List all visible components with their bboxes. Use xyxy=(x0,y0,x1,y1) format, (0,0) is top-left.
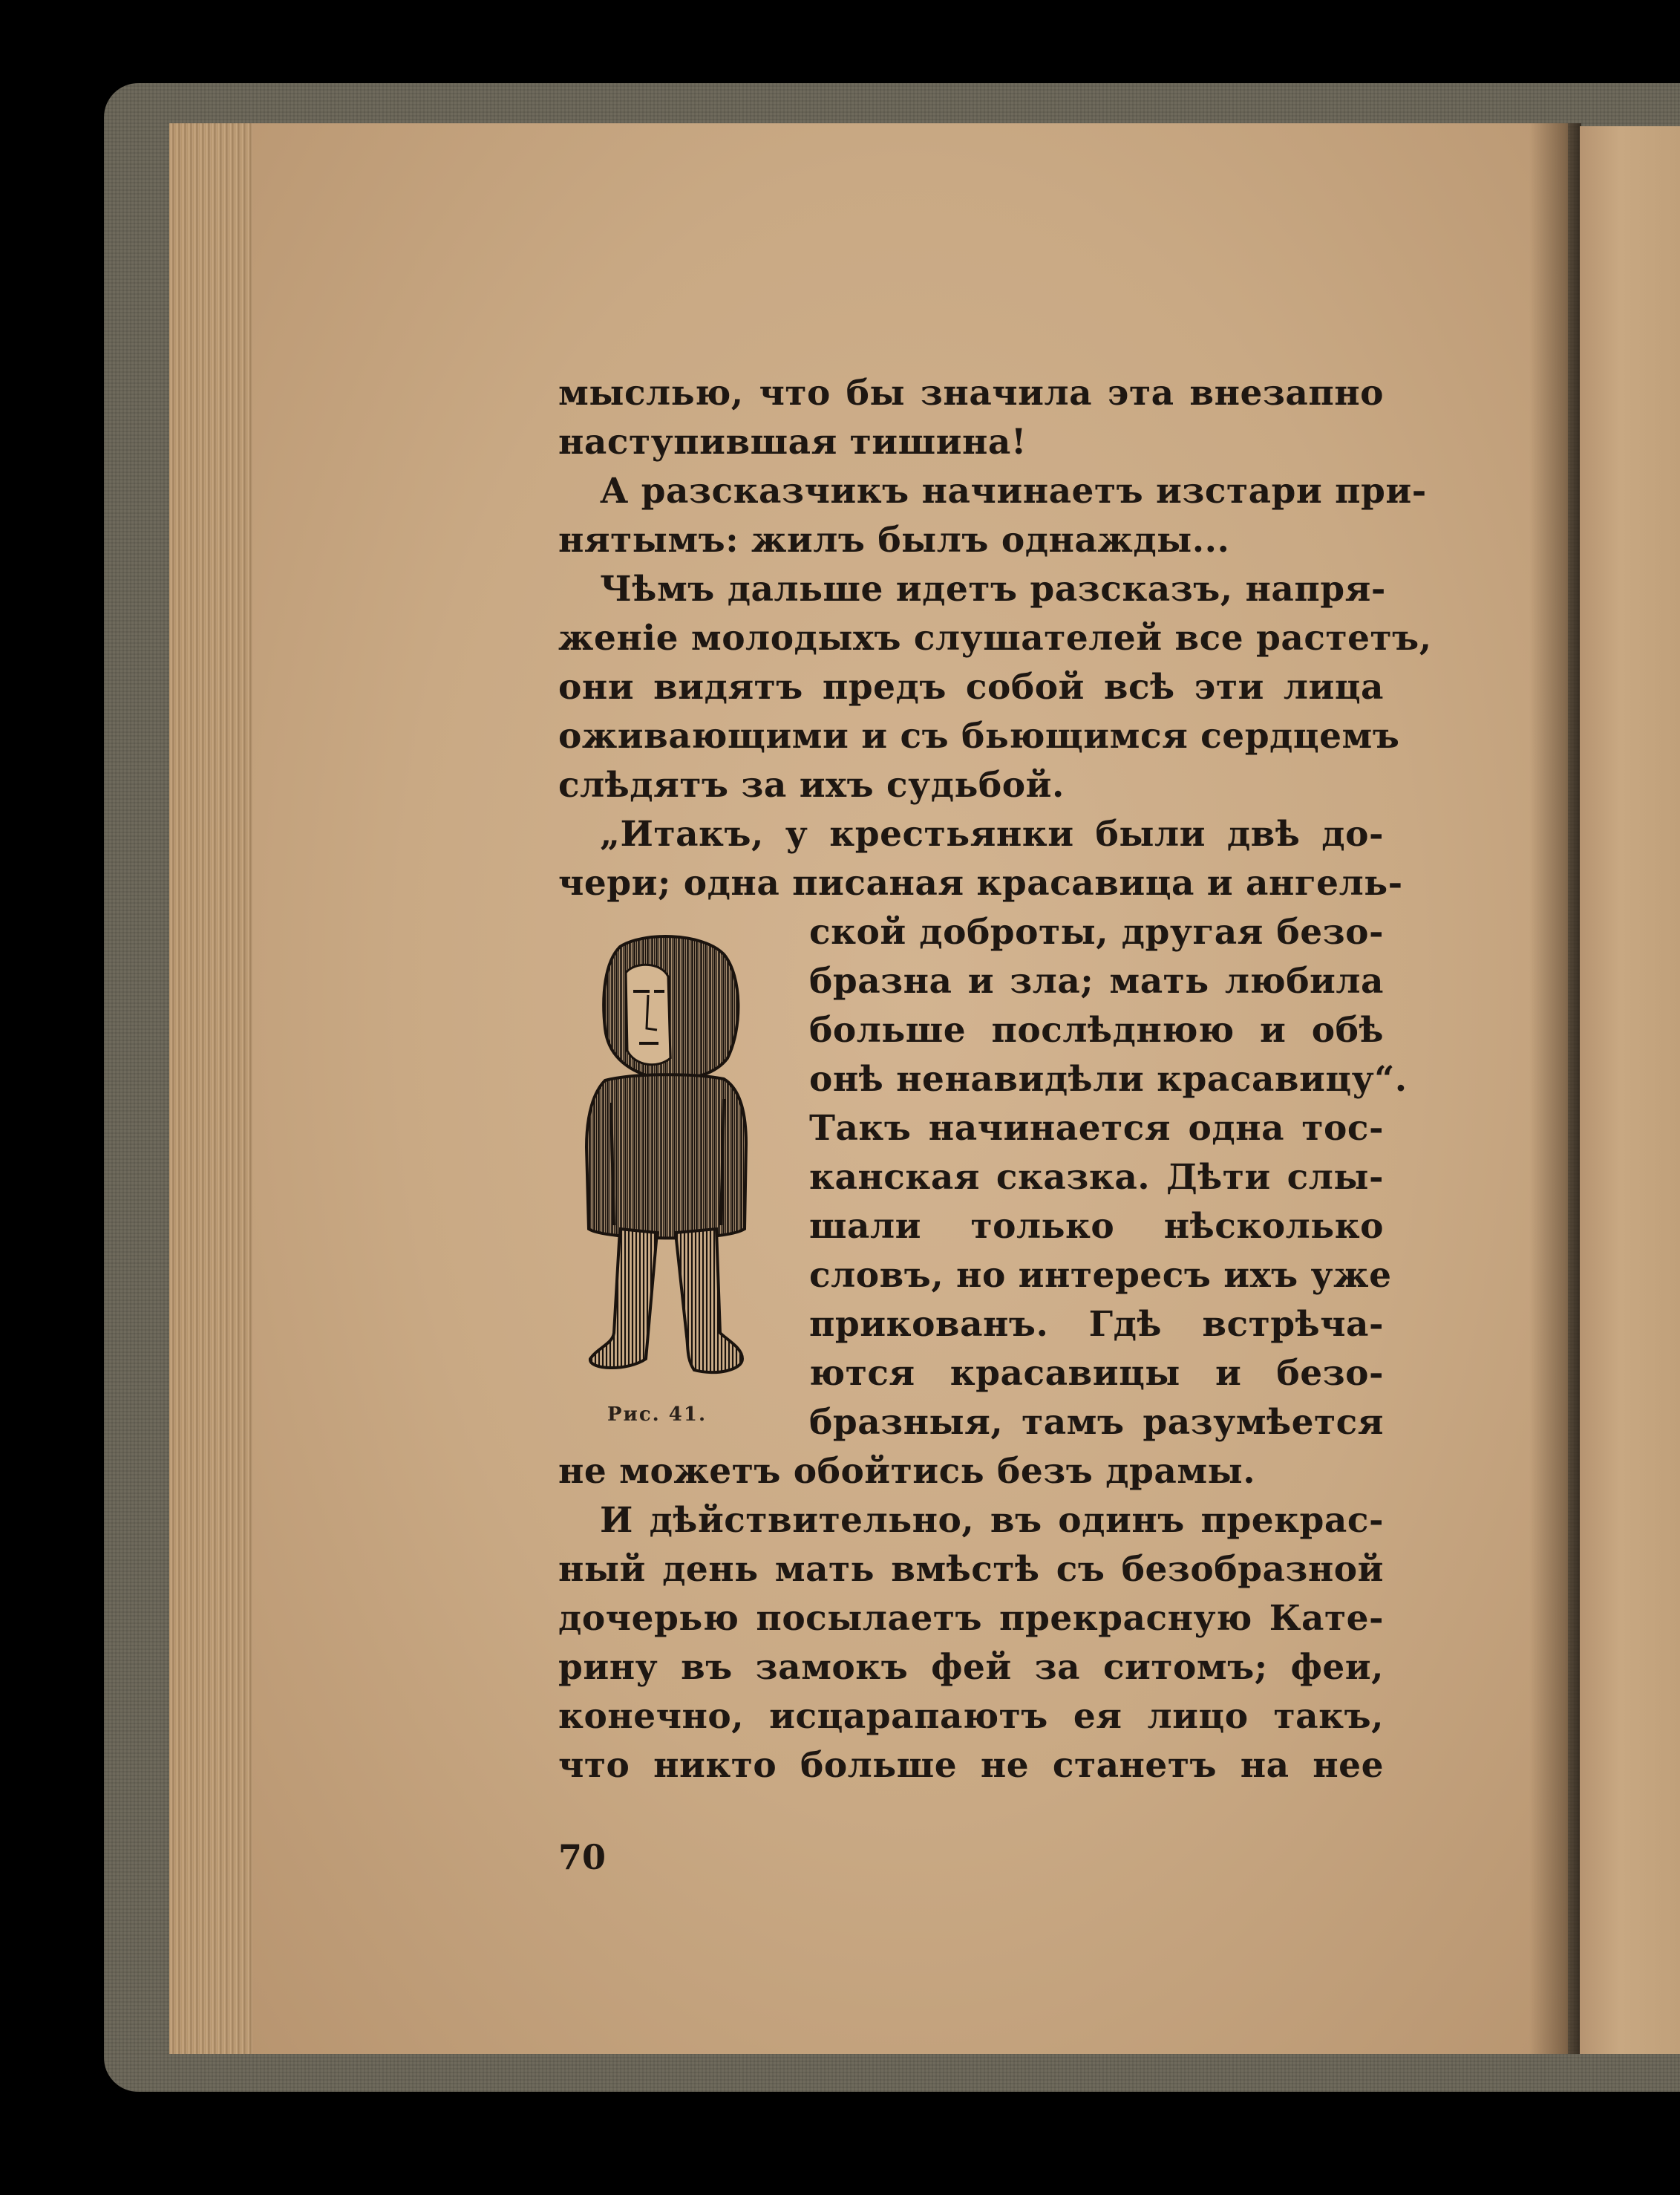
figure-caption: Рис. 41. xyxy=(607,1403,707,1426)
page-number: 70 xyxy=(558,1837,607,1877)
text-line: рину въ замокъ фей за ситомъ; феи, xyxy=(558,1647,1384,1688)
text-line: Такъ начинается одна тос- xyxy=(809,1108,1384,1149)
text-line: бразныя, тамъ разумѣется xyxy=(809,1402,1384,1443)
text-line: канская сказка. Дѣти слы- xyxy=(809,1157,1384,1198)
text-line: они видятъ предъ собой всѣ эти лица xyxy=(558,667,1384,708)
text-line: оживающими и съ бьющимся сердцемъ xyxy=(558,716,1400,757)
text-line: словъ, но интересъ ихъ уже xyxy=(809,1255,1392,1296)
text-line: И дѣйствительно, въ одинъ прекрас- xyxy=(600,1500,1384,1541)
text-line: наступившая тишина! xyxy=(558,422,1027,463)
text-line: слѣдятъ за ихъ судьбой. xyxy=(558,765,1065,806)
text-line: женіе молодыхъ слушателей все растетъ, xyxy=(558,618,1432,659)
text-line: нятымъ: жилъ былъ однажды... xyxy=(558,520,1230,561)
text-line: А разсказчикъ начинаетъ изстари при- xyxy=(600,471,1427,512)
text-line: дочерью посылаетъ прекрасную Кате- xyxy=(558,1598,1384,1639)
text-line: шали только нѣсколько xyxy=(809,1206,1384,1247)
text-line: онѣ ненавидѣли красавицу“. xyxy=(809,1059,1408,1100)
text-line: чери; одна писаная красавица и ангель- xyxy=(558,863,1403,904)
text-line: Чѣмъ дальше идетъ разсказъ, напря- xyxy=(600,569,1386,610)
figure-illustration xyxy=(575,932,757,1381)
text-line: ются красавицы и безо- xyxy=(809,1353,1384,1394)
book-gutter xyxy=(1529,123,1581,2054)
page-edges xyxy=(169,123,266,2054)
text-line: бразна и зла; мать любила xyxy=(809,961,1384,1002)
text-line: не можетъ обойтись безъ драмы. xyxy=(558,1451,1256,1492)
facing-page xyxy=(1580,126,1680,2054)
text-line: мыслью, что бы значила эта внезапно xyxy=(558,373,1384,414)
text-line: что никто больше не станетъ на нее xyxy=(558,1745,1384,1786)
text-line: ный день мать вмѣстѣ съ безобразной xyxy=(558,1549,1384,1590)
text-line: конечно, исцарапаютъ ея лицо такъ, xyxy=(558,1696,1384,1737)
text-line: прикованъ. Гдѣ встрѣча- xyxy=(809,1304,1384,1345)
text-line: ской доброты, другая безо- xyxy=(809,912,1384,953)
text-line: больше послѣднюю и обѣ xyxy=(809,1010,1384,1051)
text-line: „Итакъ, у крестьянки были двѣ до- xyxy=(600,814,1384,855)
